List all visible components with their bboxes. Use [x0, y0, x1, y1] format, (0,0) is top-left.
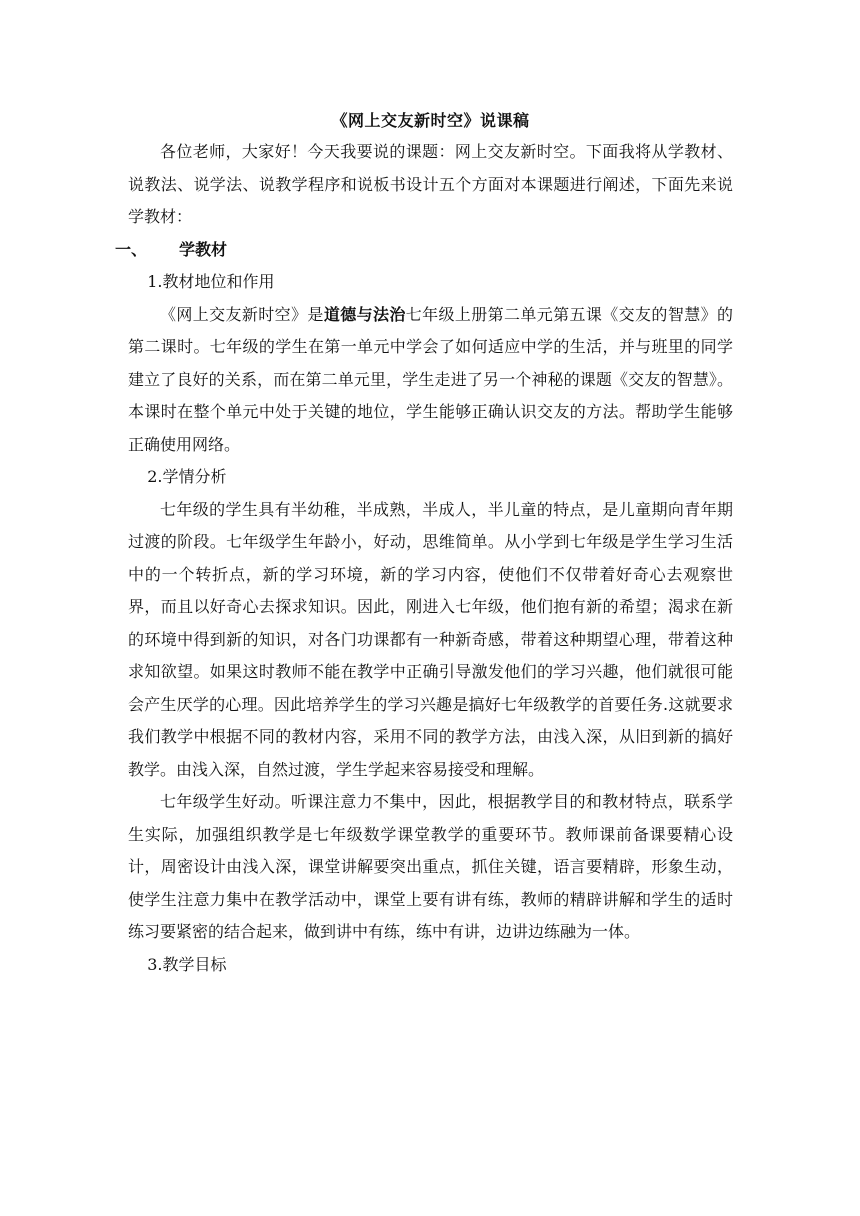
document-body	[115, 108, 733, 981]
section-number: 一、	[115, 239, 148, 259]
section-title: 学教材	[179, 239, 228, 259]
subject-name-bold: 道德与法治	[323, 304, 406, 324]
subsection-heading-2: 2.学情分析	[147, 467, 227, 486]
student-analysis-paragraph-1: 七年级的学生具有半幼稚，半成熟，半成人，半儿童的特点，是儿童期向青年期过渡的阶段。七年级学生年龄小，好动，思维简单。从小学到七年级是学生学习生活中的一个转折点，新的学习环境，新的学习内容，使他们不仅带着好奇心去观察世界，而且以好奇心去探求知识。因此，刚进入七年级，他们抱有新的希望；渴求在新的环境中得到新的知识，对各门功课都有一种新奇感，带着这种期望心理，带着这种求知欲望。如果这时教师不能在教学中正确引导激发他们的学习兴趣，他们就很可能会产生厌学的心理。因此培养学生的学习兴趣是搞好七年级教学的首要任务.这就要求我们教学中根据不同的教材内容，采用不同的教学方法，由浅入深，从旧到新的搞好教学。由浅入深，自然过渡，学生学起来容易接受和理解。	[128, 499, 733, 779]
paragraph-text: 七年级上册第二单元第五课《交友的智慧》的第二课时。七年级的学生在第一单元中学会了如何适应中学的生活，并与班里的同学建立了良好的关系，而在第二单元里，学生走进了另一个神秘的课题《交友的智慧》。本课时在整个单元中处于关键的地位，学生能够正确认识交友的方法。帮助学生能够正确使用网络。	[128, 304, 733, 454]
subsection-heading-3: 3.教学目标	[147, 954, 227, 974]
paragraph-text: 《网上交友新时空》是	[160, 304, 324, 324]
student-analysis-paragraph-2: 七年级学生好动。听课注意力不集中，因此，根据教学目的和教材特点，联系学生实际，加强组织教学是七年级数学课堂教学的重要环节。教师课前备课要精心设计，周密设计由浅入深，课堂讲解要突出重点，抓住关键，语言要精辟，形象生动，使学生注意力集中在教学活动中，课堂上要有讲有练，教师的精辟讲解和学生的适时练习要紧密的结合起来，做到讲中有练，练中有讲，边讲边练融为一体。	[128, 792, 733, 941]
subsection-heading-1: 1.教材地位和作用	[147, 272, 275, 291]
textbook-role-paragraph	[128, 299, 733, 462]
intro-paragraph: 各位老师，大家好！今天我要说的课题：网上交友新时空。下面我将从学教材、说教法、说学法、说教学程序和说板书设计五个方面对本课题进行阐述，下面先来说学教材：	[128, 142, 733, 226]
document-title: 《网上交友新时空》说课稿	[331, 111, 530, 130]
section-heading-1	[115, 234, 733, 267]
